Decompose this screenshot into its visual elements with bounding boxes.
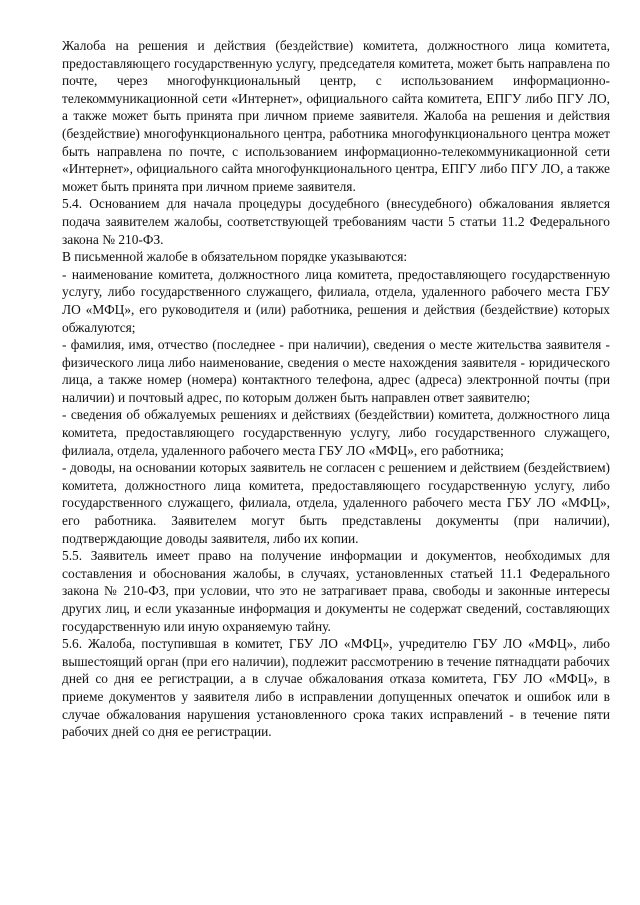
paragraph-complaint-channels: Жалоба на решения и действия (бездействие) комитета, должностного лица комитета, предоставляющего государственную услугу, председателя комитета, может быть направлена по почте, через многофункциональный центр, с использованием информационно-телекоммуникационной сети «Интернет», официального сайта комитета, ЕПГУ либо ПГУ ЛО, а также может быть принята при личном приеме заявителя. Жалоба на решения и действия (бездействие) многофункционального центра, работника многофункционального центра может быть направлена по почте, с использованием информационно-телекоммуникационной сети «Интернет», официального сайта многофункционального центра, ЕПГУ либо ПГУ ЛО, а также может быть принята при личном приеме заявителя.	[62, 38, 610, 194]
list-item-arguments: - доводы, на основании которых заявитель не согласен с решением и действием (бездействием) комитета, должностного лица комитета, предоставляющего государственную услугу, либо государственного служащего, филиала, отдела, удаленного рабочего места ГБУ ЛО «МФЦ», его работника. Заявителем могут быть представлены документы (при наличии), подтверждающие доводы заявителя, либо их копии.	[62, 460, 610, 546]
list-item-appealed-decisions: - сведения об обжалуемых решениях и действиях (бездействии) комитета, должностного лица комитета, предоставляющего государственную услугу, либо государственного служащего, филиала, отдела, удаленного рабочего места ГБУ ЛО «МФЦ», его работника;	[62, 407, 610, 458]
paragraph-5-4: 5.4. Основанием для начала процедуры досудебного (внесудебного) обжалования является подача заявителем жалобы, соответствующей требованиям части 5 статьи 11.2 Федерального закона № 210-ФЗ.	[62, 196, 610, 247]
paragraph-required-items-intro: В письменной жалобе в обязательном порядке указываются:	[62, 249, 408, 265]
list-item-applicant-details: - фамилия, имя, отчество (последнее - при наличии), сведения о месте жительства заявителя - физического лица либо наименование, сведения о месте нахождения заявителя - юридического лица, а также номер (номера) контактного телефона, адрес (адреса) электронной почты (при наличии) и почтовый адрес, по которым должен быть направлен ответ заявителю;	[62, 337, 610, 405]
document-page	[62, 37, 610, 741]
paragraph-5-5: 5.5. Заявитель имеет право на получение информации и документов, необходимых для составления и обоснования жалобы, в случаях, установленных статьей 11.1 Федерального закона № 210-ФЗ, при условии, что это не затрагивает права, свободы и законные интересы других лиц, и если указанные информация и документы не содержат сведений, составляющих государственную или иную охраняемую тайну.	[62, 548, 610, 634]
list-item-organization-name: - наименование комитета, должностного лица комитета, предоставляющего государственную услугу, либо государственного служащего, филиала, отдела, удаленного рабочего места ГБУ ЛО «МФЦ», его руководителя и (или) работника, решения и действия (бездействие) которых обжалуются;	[62, 266, 610, 335]
paragraph-5-6: 5.6. Жалоба, поступившая в комитет, ГБУ ЛО «МФЦ», учредителю ГБУ ЛО «МФЦ», либо вышестоящий орган (при его наличии), подлежит рассмотрению в течение пятнадцати рабочих дней со дня ее регистрации, а в случае обжалования отказа комитета, ГБУ ЛО «МФЦ», в приеме документов у заявителя либо в исправлении допущенных опечаток и ошибок или в случае обжалования нарушения установленного срока таких исправлений - в течение пяти рабочих дней со дня ее регистрации.	[62, 636, 610, 740]
